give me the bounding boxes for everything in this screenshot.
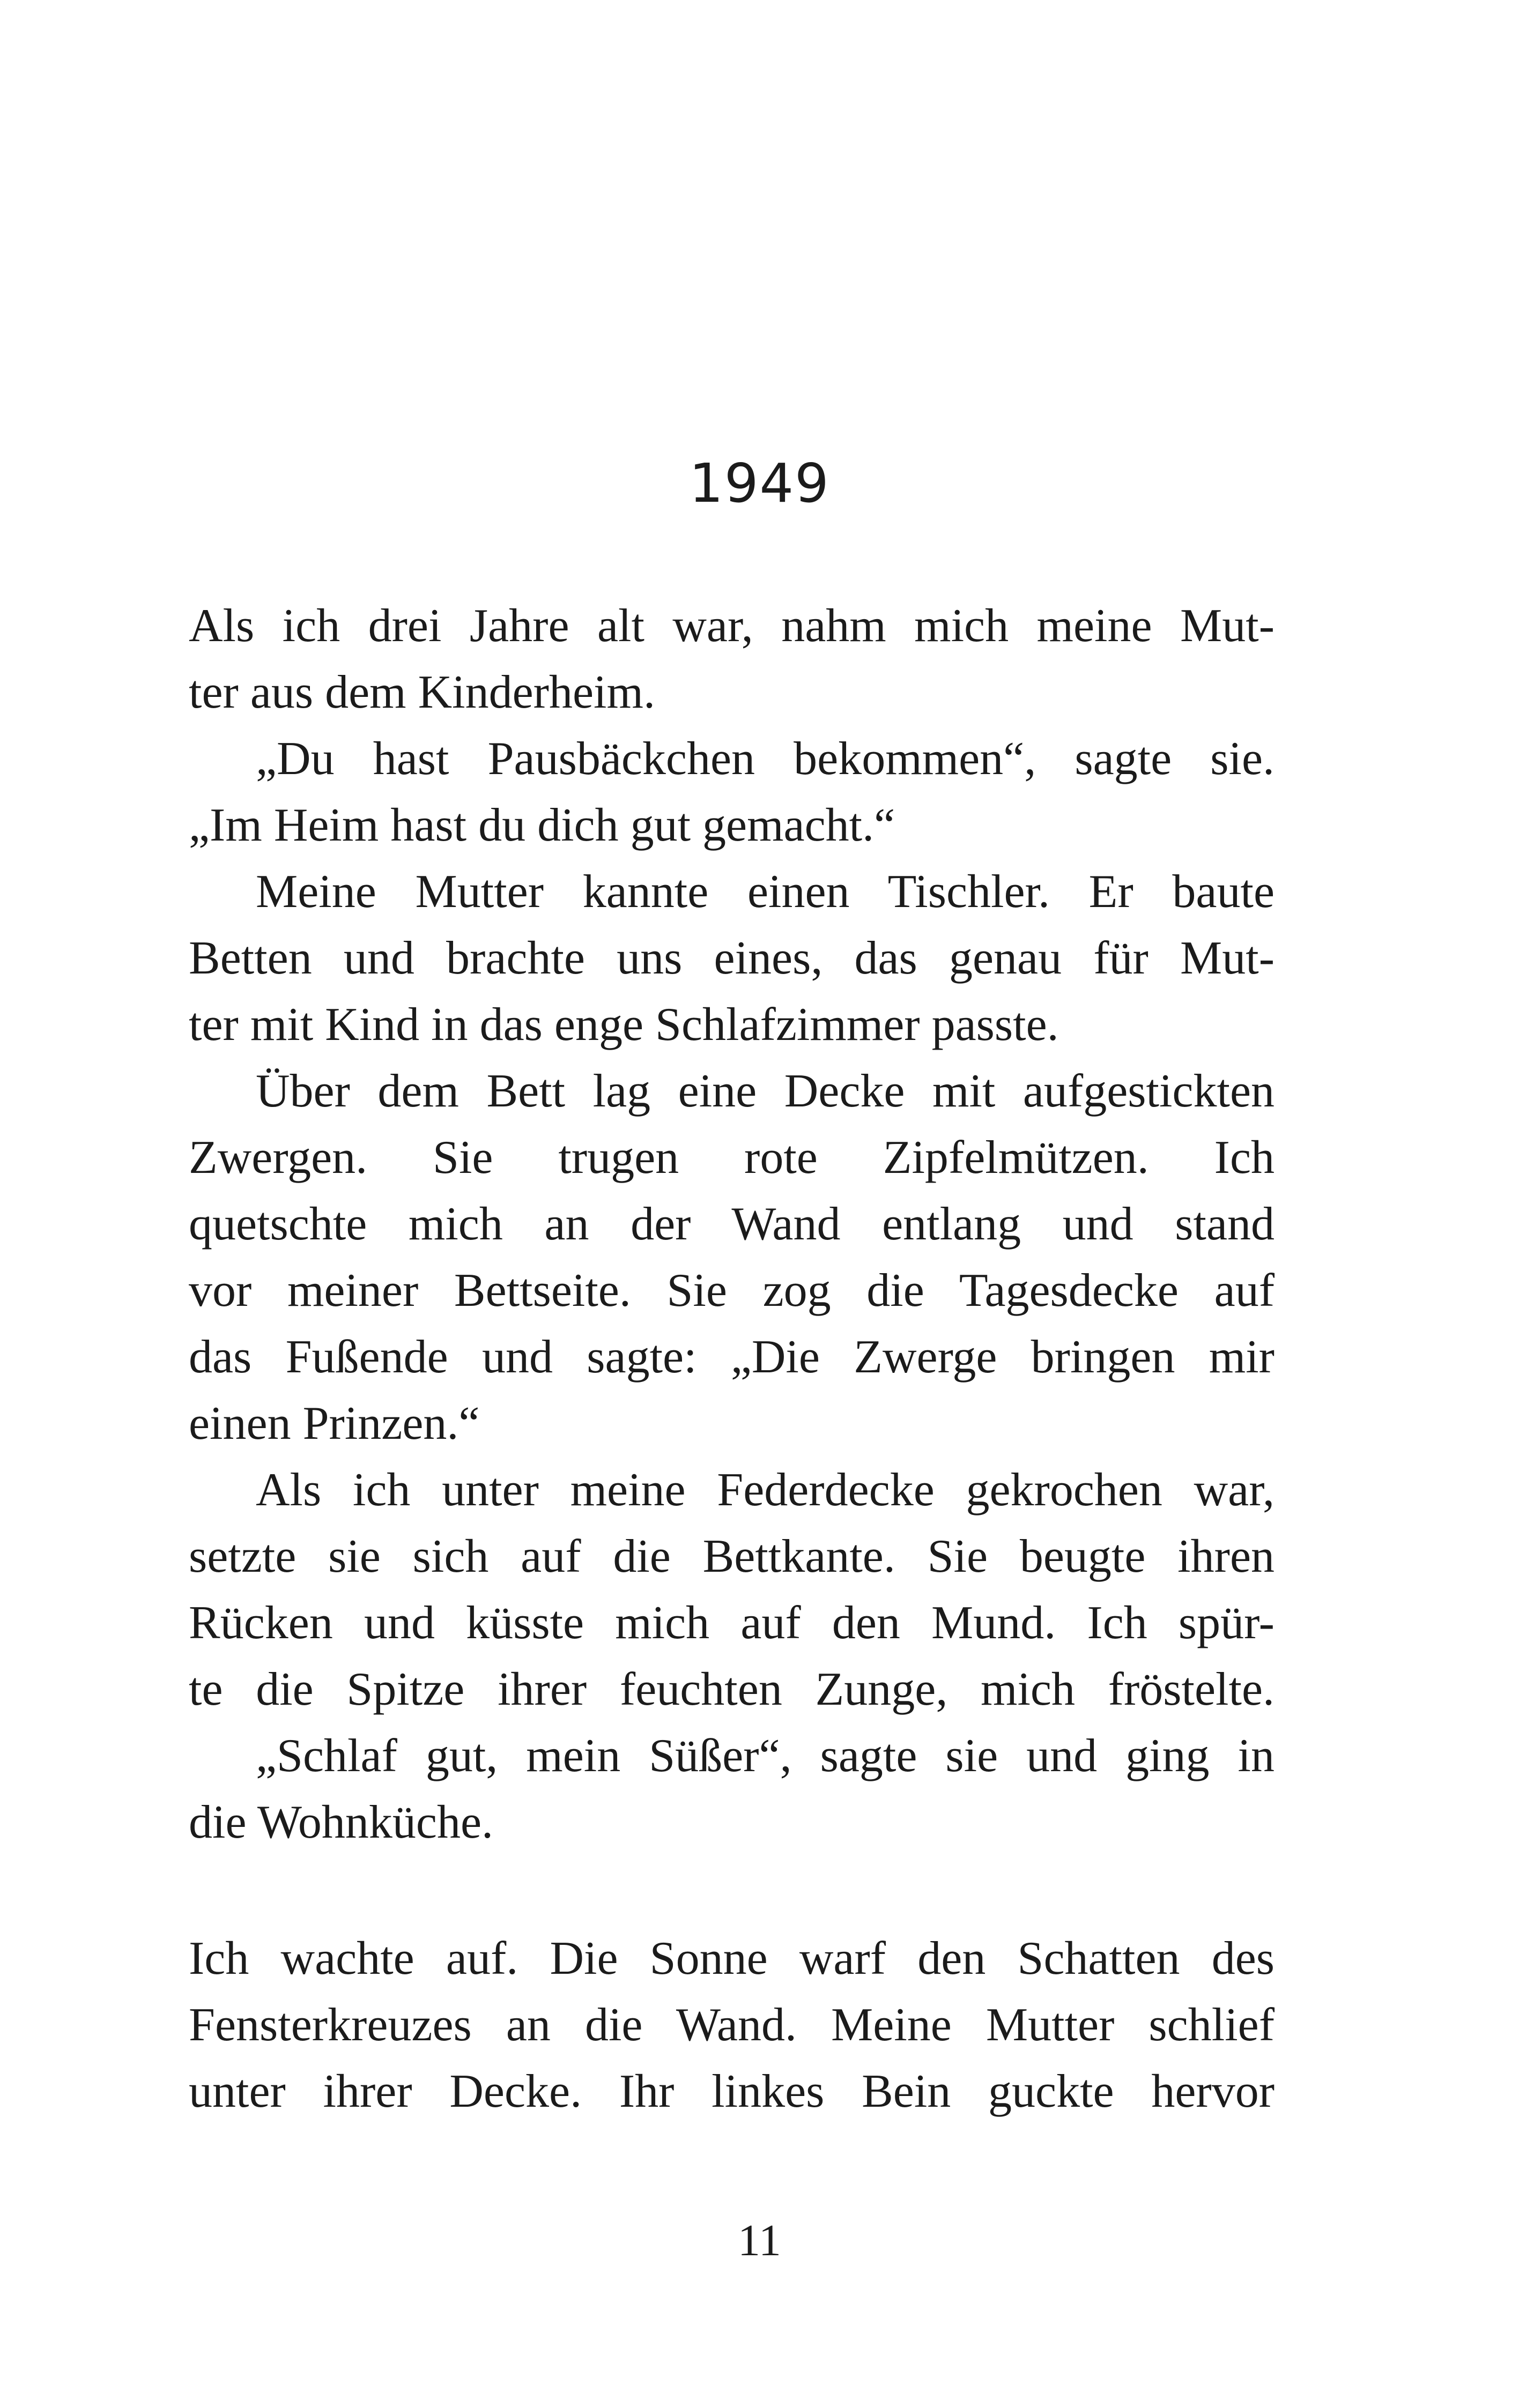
- page-number: 11: [738, 2216, 781, 2265]
- text-line: Als ich drei Jahre alt war, nahm mich meine Mut-: [189, 600, 1275, 652]
- text-line: einen Prinzen.“: [189, 1398, 480, 1450]
- text-line: Zwergen. Sie trugen rote Zipfelmützen. Ich: [189, 1132, 1275, 1184]
- text-section-2: [189, 1926, 1275, 2125]
- text-line: Rücken und küsste mich auf den Mund. Ich spür-: [189, 1597, 1275, 1649]
- text-line: Fensterkreuzes an die Wand. Meine Mutter schlief: [189, 1999, 1275, 2051]
- text-line: „Schlaf gut, mein Süßer“, sagte sie und ging in: [256, 1730, 1275, 1782]
- text-line: Ich wachte auf. Die Sonne warf den Schatten des: [189, 1933, 1275, 1985]
- text-line: Als ich unter meine Federdecke gekrochen war,: [256, 1464, 1275, 1516]
- text-line: ter aus dem Kinderheim.: [189, 666, 655, 718]
- text-line: Betten und brachte uns eines, das genau für Mut-: [189, 932, 1275, 984]
- text-line: quetschte mich an der Wand entlang und stand: [189, 1198, 1275, 1250]
- text-line: setzte sie sich auf die Bettkante. Sie beugte ihren: [189, 1530, 1275, 1582]
- text-line: Über dem Bett lag eine Decke mit aufgestickten: [256, 1065, 1275, 1117]
- text-line: unter ihrer Decke. Ihr linkes Bein guckte hervor: [189, 2065, 1275, 2117]
- text-line: Meine Mutter kannte einen Tischler. Er baute: [256, 866, 1275, 918]
- text-line: „Im Heim hast du dich gut gemacht.“: [189, 799, 895, 851]
- text-line: das Fußende und sagte: „Die Zwerge bringen mir: [189, 1331, 1275, 1383]
- text-section-1: [189, 593, 1275, 1856]
- text-line: „Du hast Pausbäckchen bekommen“, sagte sie.: [256, 733, 1275, 785]
- text-line: vor meiner Bettseite. Sie zog die Tagesdecke auf: [189, 1265, 1275, 1317]
- text-line: die Wohnküche.: [189, 1796, 494, 1848]
- text-line: te die Spitze ihrer feuchten Zunge, mich fröstelte.: [189, 1663, 1275, 1715]
- chapter-title: 1949: [689, 452, 830, 515]
- text-line: ter mit Kind in das enge Schlafzimmer passte.: [189, 999, 1059, 1051]
